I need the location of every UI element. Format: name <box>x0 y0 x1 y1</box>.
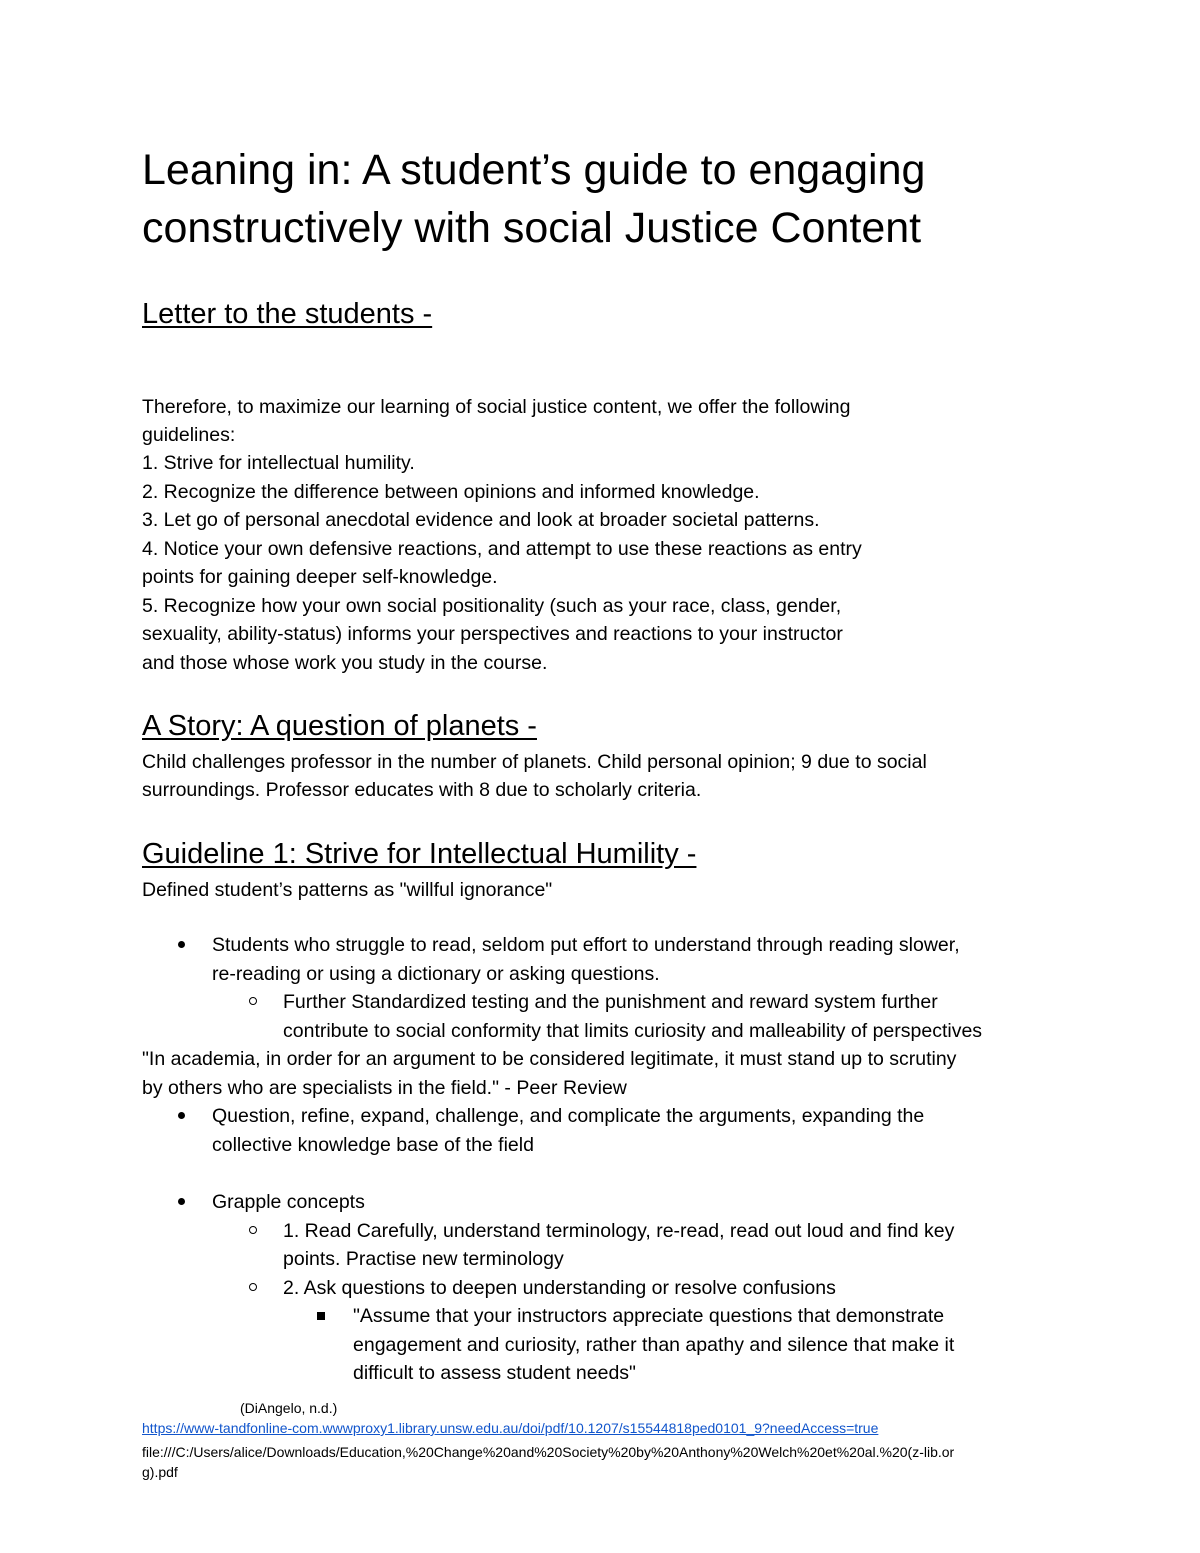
story-line: Child challenges professor in the number of planets. Child personal opinion; 9 due to social <box>142 751 927 773</box>
bullet-icon <box>178 941 185 948</box>
letter-line: 5. Recognize how your own social positionality (such as your race, class, gender, <box>142 595 842 617</box>
bullet-text: Students who struggle to read, seldom put effort to understand through reading slower, <box>212 934 960 956</box>
bullet-text: Grapple concepts <box>212 1191 365 1213</box>
letter-line: points for gaining deeper self-knowledge. <box>142 566 498 588</box>
letter-line: guidelines: <box>142 424 236 446</box>
sub-sub-bullet-icon <box>317 1312 325 1320</box>
file-path-line: g).pdf <box>142 1464 178 1480</box>
bullet-icon <box>178 1198 185 1205</box>
letter-line: 3. Let go of personal anecdotal evidence and look at broader societal patterns. <box>142 509 820 531</box>
sub-sub-bullet-text: engagement and curiosity, rather than apathy and silence that make it <box>353 1334 955 1356</box>
letter-heading: Letter to the students - <box>142 298 433 330</box>
letter-line: sexuality, ability-status) informs your perspectives and reactions to your instructor <box>142 623 843 645</box>
bullet-text: re-reading or using a dictionary or asking questions. <box>212 963 660 985</box>
document-title-line-1: Leaning in: A student’s guide to engaging <box>142 146 926 194</box>
letter-line: and those whose work you study in the course. <box>142 652 548 674</box>
document-title-line-2: constructively with social Justice Content <box>142 204 922 252</box>
letter-line: 4. Notice your own defensive reactions, and attempt to use these reactions as entry <box>142 538 862 560</box>
letter-line: Therefore, to maximize our learning of social justice content, we offer the following <box>142 396 851 418</box>
sub-bullet-text: 2. Ask questions to deepen understanding or resolve confusions <box>283 1277 836 1299</box>
bullet-text: collective knowledge base of the field <box>212 1134 534 1156</box>
sub-bullet-icon <box>249 997 257 1005</box>
story-line: surroundings. Professor educates with 8 due to scholarly criteria. <box>142 779 702 801</box>
letter-line: 2. Recognize the difference between opinions and informed knowledge. <box>142 481 760 503</box>
story-heading: A Story: A question of planets - <box>142 710 537 742</box>
bullet-icon <box>178 1112 185 1119</box>
sub-bullet-text: Further Standardized testing and the punishment and reward system further <box>283 991 938 1013</box>
sub-bullet-text: contribute to social conformity that limits curiosity and malleability of perspectives <box>283 1020 983 1042</box>
file-path-line: file:///C:/Users/alice/Downloads/Education,%20Change%20and%20Society%20by%20Anthony%20Welch%20et%20al.%20(z-lib.or <box>142 1444 955 1460</box>
bullet-text: Question, refine, expand, challenge, and complicate the arguments, expanding the <box>212 1105 925 1127</box>
sub-sub-bullet-text: "Assume that your instructors appreciate questions that demonstrate <box>353 1305 945 1327</box>
quote-line: "In academia, in order for an argument to be considered legitimate, it must stand up to scrutiny <box>142 1048 957 1070</box>
reference-link[interactable]: https://www-tandfonline-com.wwwproxy1.library.unsw.edu.au/doi/pdf/10.1207/s15544818ped0101_9?needAccess=true <box>142 1420 879 1436</box>
sub-sub-bullet-text: difficult to assess student needs" <box>353 1362 636 1384</box>
citation: (DiAngelo, n.d.) <box>240 1400 338 1416</box>
quote-line: by others who are specialists in the field." - Peer Review <box>142 1077 627 1099</box>
sub-bullet-text: 1. Read Carefully, understand terminology, re-read, read out loud and find key <box>283 1220 955 1242</box>
sub-bullet-icon <box>249 1226 257 1234</box>
sub-bullet-icon <box>249 1283 257 1291</box>
guideline-1-intro: Defined student’s patterns as "willful ignorance" <box>142 879 553 901</box>
letter-line: 1. Strive for intellectual humility. <box>142 452 415 474</box>
guideline-1-heading: Guideline 1: Strive for Intellectual Humility - <box>142 838 697 870</box>
sub-bullet-text: points. Practise new terminology <box>283 1248 564 1270</box>
